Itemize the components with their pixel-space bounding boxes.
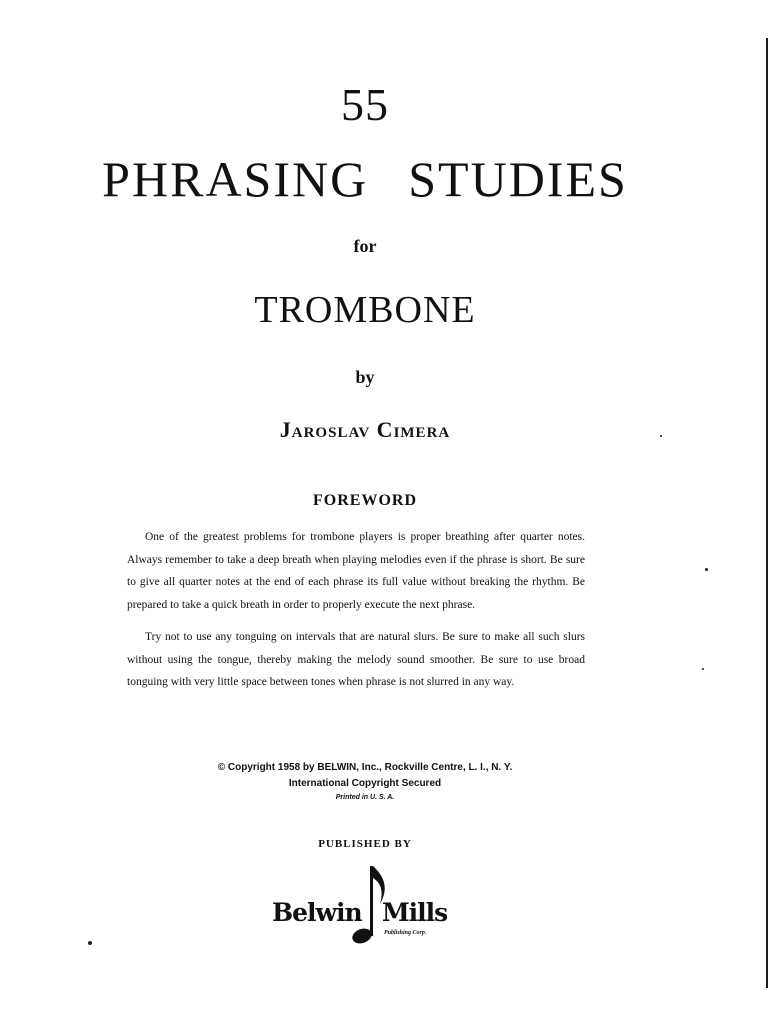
logo-word-mills: Mills [382,898,448,927]
scan-speck [88,941,92,945]
foreword-paragraph-2: Try not to use any tonguing on intervals that are natural slurs. Be sure to make all such slurs without using the tongue, thereby making the melody sound smoother. Be sure to use broad tonguing with very little space between tones when phrase is not slurred in any way. [127,631,585,688]
foreword-heading: FOREWORD [313,492,417,509]
for-label: for [353,236,377,256]
scan-speck [705,568,708,571]
title-word-studies: STUDIES [408,151,628,207]
scan-speck [660,435,662,437]
book-title [0,150,730,208]
published-by-label: PUBLISHED BY [318,838,412,850]
copyright-line: © Copyright 1958 by BELWIN, Inc., Rockville Centre, L. I., N. Y. [217,762,513,773]
logo-word-belwin: Belwin [272,898,362,927]
scan-speck [702,668,704,670]
foreword-body [127,526,585,704]
publisher-logo [270,860,460,950]
logo-subtitle: Publishing Corp. [384,930,427,936]
by-label: by [355,367,375,387]
study-count: 55 [341,79,389,130]
printed-in-line: Printed in U. S. A. [335,794,395,801]
title-word-phrasing: PHRASING [102,151,369,207]
author-name: Jaroslav Cimera [279,417,451,442]
instrument-title: TROMBONE [254,289,476,331]
foreword-paragraph-1: One of the greatest problems for trombone players is proper breathing after quarter notes. Always remember to take a deep breath when playing melodies even if the phrase is short. Be sure to give all quarter notes at the end of each phrase its full value without breaking the rhythm. Be prepared to take a quick breath in order to properly execute the next phrase. [127,531,585,611]
international-copyright-line: International Copyright Secured [288,778,442,789]
